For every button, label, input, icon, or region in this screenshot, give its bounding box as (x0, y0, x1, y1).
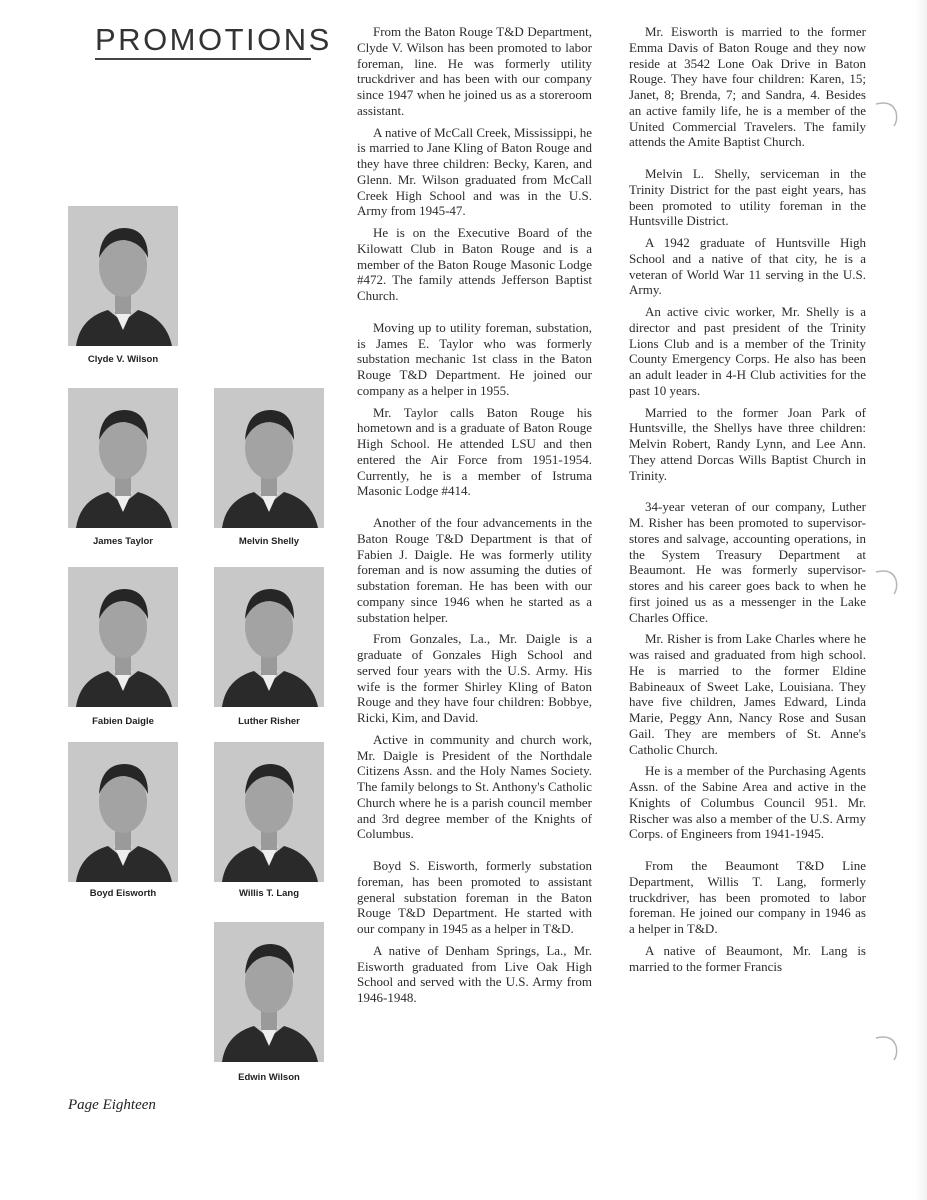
portrait-photo (214, 567, 324, 707)
paragraph: Mr. Taylor calls Baton Rouge his hometown and is a graduate of Baton Rouge High School. He attended LSU and then entered the Air Force from 1951-1954. Currently, he is a member of Istruma Masonic Lodge #414. (357, 404, 592, 499)
portrait-caption: Willis T. Lang (238, 888, 300, 899)
paragraph: From the Baton Rouge T&D Department, Clyde V. Wilson has been promoted to labor foreman, line. He was formerly utility truckdriver and has been with our company since 1947 when he joined us as a storeroom assistant. (357, 24, 592, 118)
paragraph: An active civic worker, Mr. Shelly is a director and past president of the Trinity Lions Club and is a member of the Trinity County Emergency Corps. He also has been an adult leader in 4-H Club activities for the past 10 years. (629, 304, 866, 398)
paragraph: A 1942 graduate of Huntsville High School and a native of that city, he is a veteran of World War 11 serving in the U.S. Army. (629, 235, 866, 298)
article-column-1 (357, 24, 592, 1012)
portrait-photo (68, 206, 178, 346)
paragraph: From Gonzales, La., Mr. Daigle is a graduate of Gonzales High School and served four years with the U.S. Army. His wife is the former Shirley Kling of Baton Rouge and they have four children: Bobbye, Ricki, Kim, and David. (357, 631, 592, 725)
portrait-photo (214, 388, 324, 528)
paragraph: Mr. Eisworth is married to the former Emma Davis of Baton Rouge and they now reside at 3542 Lone Oak Drive in Baton Rouge. They have four children: Karen, 15; Janet, 8; Brenda, 7; and Sandra, 4. Besides an active family life, he is a member of the United Commercial Travelers. The family attends the Amite Baptist Church. (629, 24, 866, 150)
margin-mark (874, 566, 900, 598)
article-column-2 (629, 24, 866, 980)
portrait-caption: Clyde V. Wilson (87, 354, 159, 365)
paragraph: A native of McCall Creek, Mississippi, he is married to Jane Kling of Baton Rouge and they have three children: Becky, Karen, and Glenn. Mr. Wilson graduated from McCall Creek High School and was in the U.S. Army from 1945-47. (357, 124, 592, 219)
paragraph: A native of Beaumont, Mr. Lang is married to the former Francis (629, 942, 866, 974)
page-edge (915, 0, 927, 1200)
portrait-caption: Edwin Wilson (238, 1072, 300, 1083)
margin-mark (874, 98, 900, 130)
paragraph: Moving up to utility foreman, substation, is James E. Taylor who was formerly substation mechanic 1st class in the Baton Rouge T&D Department. He joined our company as a helper in 1955. (357, 319, 592, 398)
paragraph: He is on the Executive Board of the Kilowatt Club in Baton Rouge and is a member of the Baton Rouge Masonic Lodge #472. The family attends Jefferson Baptist Church. (357, 225, 592, 303)
paragraph: Married to the former Joan Park of Huntsville, the Shellys have three children: Melvin Robert, Randy Lynn, and Lee Ann. They attend Dorcas Wills Baptist Church in Trinity. (629, 404, 866, 483)
portrait-photo (68, 388, 178, 528)
portrait-photo (68, 742, 178, 882)
portrait-caption: Boyd Eisworth (89, 888, 157, 899)
paragraph: Boyd S. Eisworth, formerly substation foreman, has been promoted to assistant general substation foreman in the Baton Rouge T&D Department. He started with our company in 1945 as a helper in T&D. (357, 858, 592, 936)
page-title: PROMOTIONS (95, 22, 332, 57)
portrait-photo (214, 922, 324, 1062)
paragraph: Another of the four advancements in the Baton Rouge T&D Department is that of Fabien J. Daigle. He was formerly utility foreman and is now assuming the duties of substation foreman. He has been with our company since 1946 when he started as a substation helper. (357, 515, 592, 625)
title-underline (95, 58, 311, 60)
portrait-caption: Fabien Daigle (92, 716, 154, 727)
paragraph: 34-year veteran of our company, Luther M. Risher has been promoted to supervisor-stores and salvage, accounting operations, in the System Treasury Department at Beaumont. He was formerly supervisor-stores and his career goes back to when he first joined us as a messenger in the Lake Charles Office. (629, 499, 866, 625)
paragraph: A native of Denham Springs, La., Mr. Eisworth graduated from Live Oak High School and served with the U.S. Army from 1946-1948. (357, 942, 592, 1005)
portrait-caption: Melvin Shelly (238, 536, 300, 547)
portrait-caption: Luther Risher (238, 716, 300, 727)
paragraph: From the Beaumont T&D Line Department, Willis T. Lang, formerly truckdriver, has been promoted to labor foreman. He joined our company in 1946 as a helper in T&D. (629, 858, 866, 936)
paragraph: Melvin L. Shelly, serviceman in the Trinity District for the past eight years, has been promoted to utility foreman in the Huntsville District. (629, 166, 866, 229)
portrait-photo (214, 742, 324, 882)
portrait-caption: James Taylor (92, 536, 154, 547)
margin-mark (874, 1032, 900, 1064)
paragraph: He is a member of the Purchasing Agents Assn. of the Sabine Area and active in the Knights of Columbus Council 951. Mr. Rischer was also a member of the U.S. Army Corps. of Engineers from 1941-1945. (629, 763, 866, 842)
paragraph: Active in community and church work, Mr. Daigle is President of the Northdale Citizens Assn. and the Holy Names Society. The family belongs to St. Anthony's Catholic Church where he is a parish council member and 3rd degree member of the Knights of Columbus. (357, 731, 592, 842)
page-number: Page Eighteen (68, 1097, 156, 1113)
portrait-photo (68, 567, 178, 707)
paragraph: Mr. Risher is from Lake Charles where he was raised and graduated from high school. He is married to the former Eldine Babineaux of Sweet Lake, Louisiana. They have five children, James Edward, Linda Marie, Peggy Ann, Nancy Rose and Susan Gail. They are members of St. Anne's Catholic Church. (629, 631, 866, 757)
